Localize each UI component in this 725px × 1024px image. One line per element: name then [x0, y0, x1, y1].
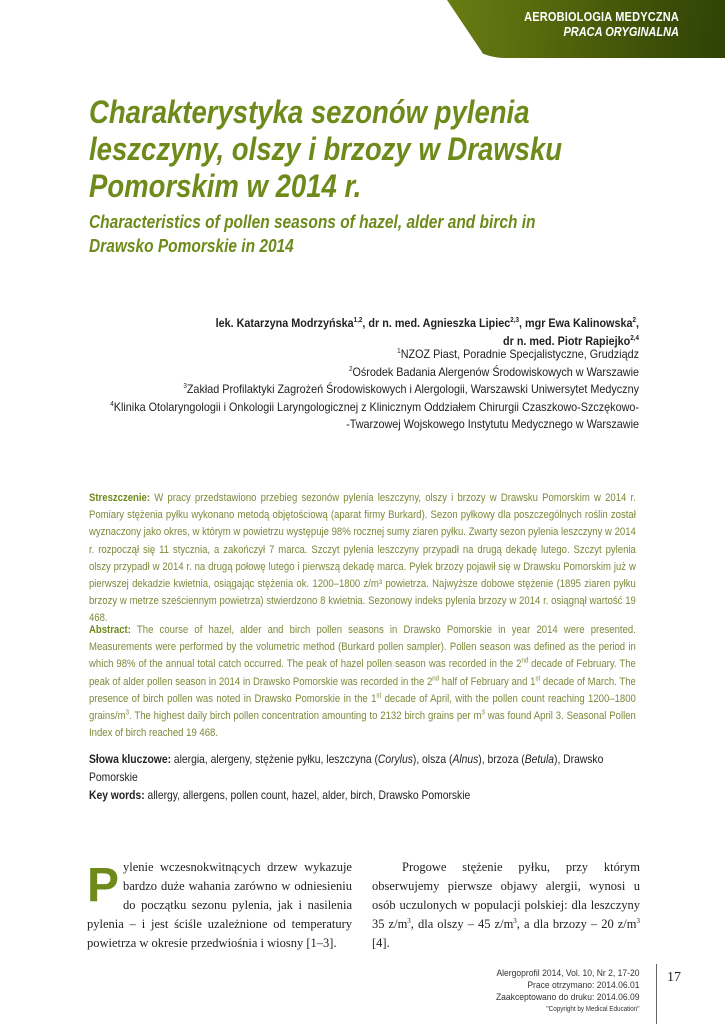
body-column-left — [87, 858, 352, 953]
body-text: [4]. — [372, 936, 390, 950]
authors: lek. Katarzyna Modrzyńska$^{1,2}$, dr n. med. Agnieszka Lipiec$^{2,3}$, mgr Ewa Kalinowska$^2$, dr n. med. Piotr Rapiejko$^{2,4}$ — [215, 316, 639, 348]
sup: 3 — [125, 709, 130, 717]
abstract-text: W pracy przedstawiono przebieg sezonów pylenia leszczyny, olszy i brzozy w Drawsku Pomorskim w 2014 r. Pomiary stężenia pyłku wykonano metodą objętościową (aparat firmy Burkard). Sezon pyłkowy dla poszczególnych roślin został wyznaczony jako okres, w którym w powietrzu występuje 98% rocznej sumy ziaren pyłku. Zwarty sezon pylenia leszczyny w 2014 r. rozpoczął się 11 stycznia, a zakończył 7 marca. Szczyt pylenia leszczyny przypadł na drugą dekadę lutego. Szczyt pylenia olszy przypadł w 2014 r. na drugą połowę lutego i pierwszą dekadę marca. Pyłek brzozy pojawił się w Drawsku Pomorskim już w pierwszej dekadzie kwietnia, osiągając stężenia ok. 1200–1800 z/m³ powietrza. Najwyższe dobowe stężenie (1895 ziaren pyłku brzozy w metrze sześciennym powietrza) stwierdzono 8 kwietnia. Sezonowy indeks pylenia brzozy w 2014 r. osiągnął wartość 19 468. — [89, 492, 636, 625]
keywords-text: ), brzoza ( — [478, 752, 525, 766]
keywords-english — [89, 786, 639, 804]
abstract-english — [89, 622, 636, 742]
abstract-text: The course of hazel, alder and birch pollen seasons in Drawsko Pomorskie in year 2014 were presented. Measurements were performed by the volumetric method (Burkard pollen sampler). Pollen season was defined as the period in which 98% of the annual total catch occurred. The peak of hazel pollen season was recorded in the 2 — [89, 624, 636, 671]
abstract-text: half of February and 1 — [439, 675, 536, 688]
keywords-polish — [89, 750, 639, 786]
author-name: dr n. med. Piotr Rapiejko — [503, 334, 631, 348]
author-name: , mgr Ewa Kalinowska — [519, 316, 633, 330]
sup: nd — [521, 657, 529, 665]
author-sup: 2,4 — [630, 335, 639, 342]
keywords-text: alergia, alergeny, stężenie pyłku, leszczyna ( — [171, 752, 378, 766]
body-text: , a dla brzozy – 20 z/m — [516, 917, 637, 931]
affiliation-sup: 2 — [348, 365, 353, 373]
sup: nd — [432, 674, 440, 682]
affiliation-sup: 4 — [110, 400, 114, 408]
affiliation-line — [81, 364, 639, 382]
body-text: Progowe stężenie pyłku, przy którym obserwujemy pierwsze objawy alergii, wynosi u osób uczulonych w populacji polskiej: dla leszczyny 35 z/m — [372, 860, 640, 931]
abstract-text: was found April 3. Seasonal Pollen Index of birch reached 19 468. — [89, 710, 636, 740]
affiliation-text: -Twarzowej Wojskowego Instytutu Medycznego w Warszawie — [346, 417, 639, 431]
author-sup: 2,3 — [510, 317, 520, 324]
sup: 3 — [407, 916, 411, 925]
banner-text — [503, 10, 679, 39]
author-sup: 2 — [632, 317, 636, 324]
abstract-text: decade of March. The presence of birch pollen was noted in Drawsko Pomorskie in the 1 — [89, 675, 636, 705]
latin-name: Corylus — [377, 752, 413, 766]
keywords-text: ), olsza ( — [412, 752, 453, 766]
affiliations — [81, 346, 639, 434]
article-type: PRACA ORYGINALNA — [563, 25, 679, 39]
title-english: Characteristics of pollen seasons of hazel, alder and birch in Drawsko Pomorskie in 2014 — [89, 212, 536, 256]
abstract-text: . The highest daily birch pollen concentration amounting to 2132 birch grains per m — [129, 710, 482, 723]
author-name: lek. Katarzyna Modrzyńska — [215, 316, 354, 330]
affiliation-line — [81, 416, 639, 434]
keywords — [89, 750, 639, 804]
sup: 3 — [481, 709, 485, 717]
body-text: , dla olszy – 45 z/m — [410, 917, 514, 931]
copyright: "Copyright by Medical Education" — [546, 1006, 640, 1013]
keywords-label: Słowa kluczowe: — [89, 752, 172, 766]
abstract-text: decade of February. The peak of alder pollen season in 2014 in Drawsko Pomorskie was recorded in the 2 — [89, 658, 636, 688]
footer-info — [496, 968, 640, 1016]
sup: st — [376, 692, 382, 700]
affiliation-text: Klinika Otolaryngologii i Onkologii Laryngologicznej z Klinicznym Oddziałem Chirurgii Czaszkowo-Szczękowo- — [113, 399, 640, 414]
affiliation-sup: 3 — [183, 383, 187, 390]
citation: Alergoprofil 2014, Vol. 10, Nr 2, 17-20 — [496, 968, 640, 979]
body-text: ylenie wczesnokwitnących drzew wykazuje bardzo duże wahania zarówno w odniesieniu do początku sezonu pylenia, jak i nasilenia pylenia – i jest ściśle uzależnione od temperatury powietrza w okresie przedwiośnia i wiosny [1–3]. — [87, 860, 352, 950]
drop-cap: P — [87, 859, 120, 912]
abstract-label: Streszczenie: — [89, 492, 151, 504]
received-date: Prace otrzymano: 2014.06.01 — [527, 980, 640, 991]
author-name: , dr n. med. Agnieszka Lipiec — [362, 316, 511, 330]
affiliation-text: Zakład Profilaktyki Zagrożeń Środowiskowych i Alergologii, Warszawski Uniwersytet Medyczny — [186, 382, 639, 396]
affiliation-line — [81, 399, 639, 417]
title-polish: Charakterystyka sezonów pylenia leszczyny, olszy i brzozy w Drawsku Pomorskim w 2014 r. — [89, 94, 563, 204]
affiliation-text: Ośrodek Badania Alergenów Środowiskowych w Warszawie — [352, 364, 639, 379]
accepted-date: Zaakceptowano do druku: 2014.06.09 — [496, 992, 640, 1003]
footer-divider — [656, 964, 657, 1024]
abstract-label: Abstract: — [89, 624, 131, 636]
keywords-text: ), Drawsko Pomorskie — [89, 752, 604, 784]
sup: 3 — [636, 916, 641, 925]
keywords-text: allergy, allergens, pollen count, hazel, alder, birch, Drawsko Pomorskie — [144, 788, 471, 802]
sup: st — [535, 674, 541, 682]
keywords-label: Key words: — [89, 788, 145, 802]
affiliation-text: NZOZ Piast, Poradnie Specjalistyczne, Grudziądz — [400, 347, 639, 361]
page-number: 17 — [667, 970, 681, 985]
affiliation-sup: 1 — [397, 348, 401, 355]
affiliation-line — [81, 381, 639, 399]
latin-name: Betula — [524, 752, 555, 766]
latin-name: Alnus — [452, 752, 479, 766]
sup: 3 — [513, 916, 517, 925]
affiliation-line — [81, 346, 639, 364]
author-sup: 1,2 — [353, 317, 363, 324]
abstract-text: decade of April, with the pollen count reaching 1200–1800 grains/m — [89, 692, 636, 723]
journal-section: AEROBIOLOGIA MEDYCZNA — [524, 10, 679, 24]
abstract-polish — [89, 490, 636, 628]
body-column-right — [372, 858, 640, 953]
